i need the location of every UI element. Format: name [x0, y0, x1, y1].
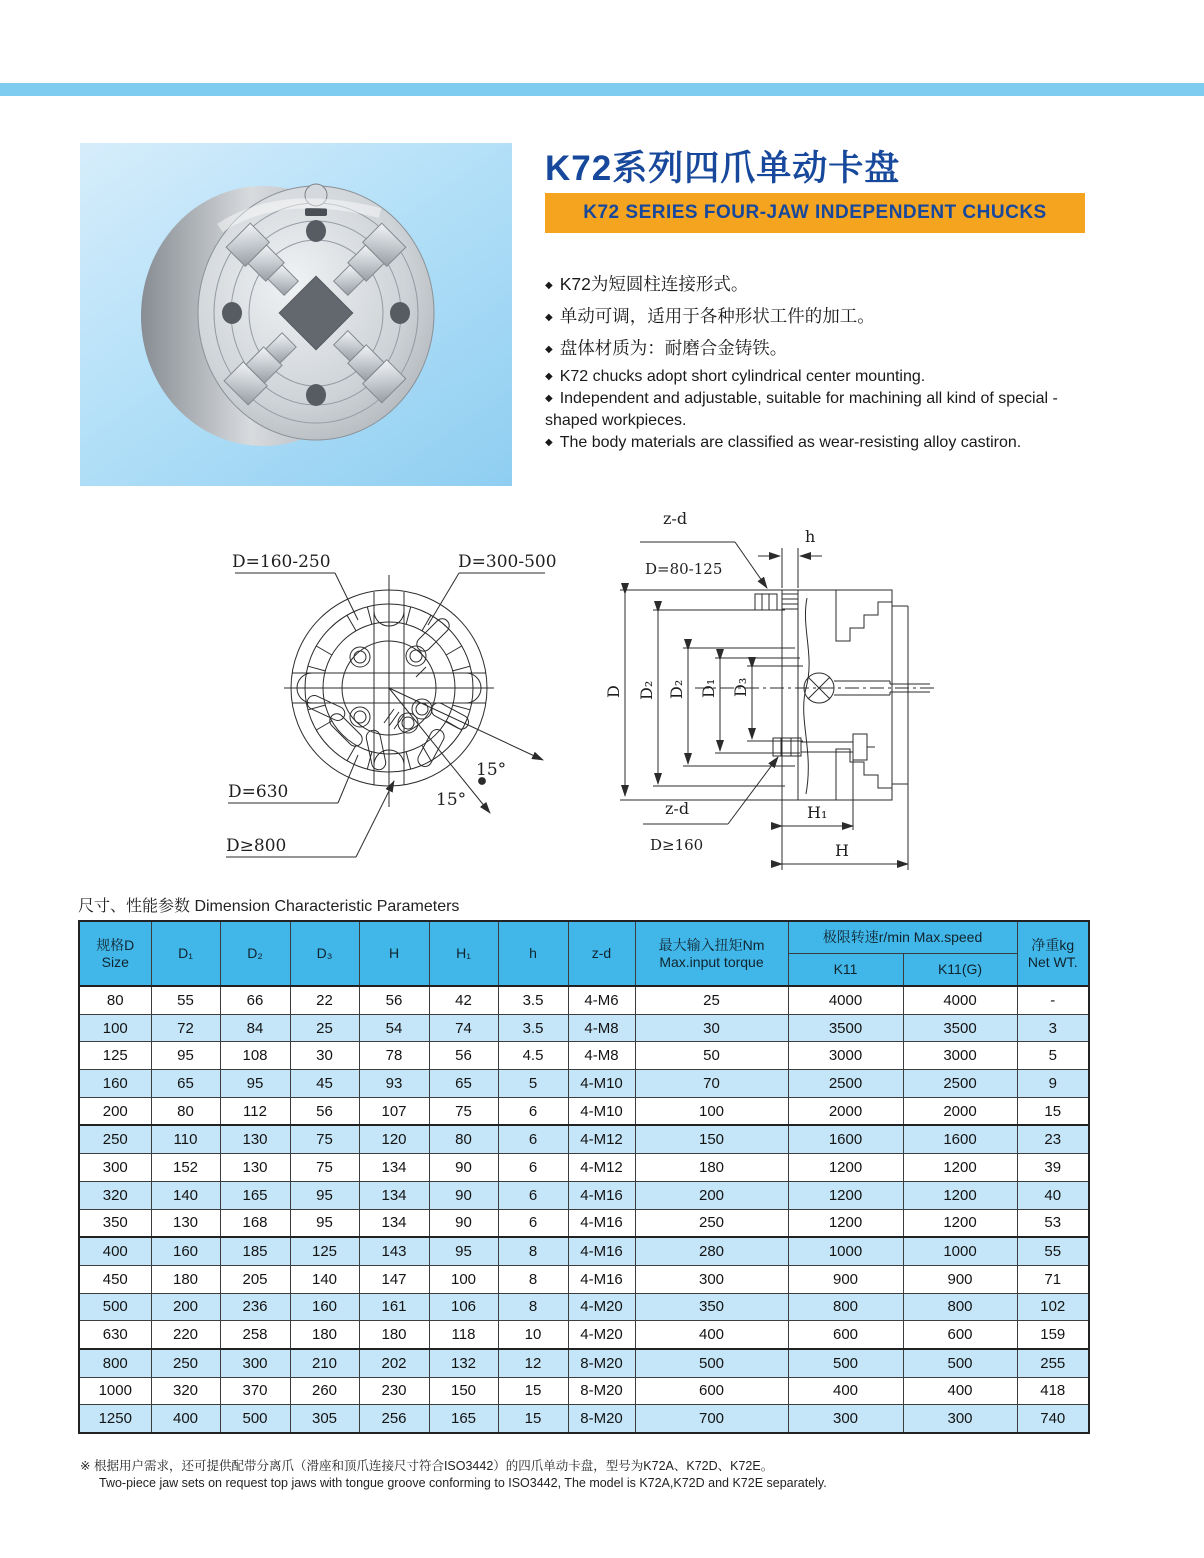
screw-holes: [350, 646, 432, 733]
label-dim-d: D: [604, 685, 623, 698]
table-cell: 150: [635, 1125, 788, 1153]
table-row: [79, 1293, 1089, 1321]
table-cell: 900: [903, 1265, 1017, 1293]
table-cell: 740: [1017, 1405, 1089, 1433]
col-header-d1: D₁: [151, 921, 220, 986]
col-header-d3: D₃: [290, 921, 359, 986]
table-cell: 400: [151, 1405, 220, 1433]
col-header-k11: K11: [788, 954, 903, 987]
spec-table: [78, 920, 1090, 1434]
label-d300-500: D=300-500: [458, 552, 557, 572]
table-cell: 220: [151, 1321, 220, 1349]
table-cell: 800: [903, 1293, 1017, 1321]
table-row: [79, 1377, 1089, 1405]
table-cell: 4.5: [498, 1042, 568, 1070]
table-row: [79, 1237, 1089, 1265]
table-cell: 56: [290, 1097, 359, 1125]
table-cell: 22: [290, 986, 359, 1014]
table-cell: 130: [220, 1125, 290, 1153]
table-cell: 108: [220, 1042, 290, 1070]
table-cell: 9: [1017, 1070, 1089, 1098]
table-cell: 400: [79, 1237, 151, 1265]
table-row: [79, 1321, 1089, 1349]
table-cell: 80: [151, 1097, 220, 1125]
footnote-en: Two-piece jaw sets on request top jaws with tongue groove conforming to ISO3442, The model is K72A,K72D and K72E separately.: [99, 1475, 827, 1490]
bullet-text: K72 chucks adopt short cylindrical center mounting.: [559, 368, 926, 385]
table-cell: 25: [635, 986, 788, 1014]
table-cell: 1200: [903, 1209, 1017, 1237]
table-cell: 3000: [788, 1042, 903, 1070]
table-cell: 3: [1017, 1014, 1089, 1042]
table-cell: 300: [79, 1154, 151, 1182]
table-cell: 300: [903, 1405, 1017, 1433]
table-cell: 95: [151, 1042, 220, 1070]
table-cell: 256: [359, 1405, 429, 1433]
chuck-photo-art: [80, 143, 512, 486]
table-cell: 180: [151, 1265, 220, 1293]
table-cell: 152: [151, 1154, 220, 1182]
table-cell: 1200: [788, 1154, 903, 1182]
table-cell: 250: [79, 1125, 151, 1153]
label-h-total: H: [835, 841, 849, 860]
table-cell: 168: [220, 1209, 290, 1237]
label-zd-bottom: z-d: [665, 799, 690, 818]
table-cell: 3500: [903, 1014, 1017, 1042]
table-cell: 1200: [788, 1181, 903, 1209]
table-cell: 71: [1017, 1265, 1089, 1293]
table-cell: 400: [903, 1377, 1017, 1405]
table-cell: 300: [635, 1265, 788, 1293]
label-dim-d3: D₃: [731, 677, 750, 697]
col-header-zd: z-d: [568, 921, 635, 986]
table-cell: 55: [1017, 1237, 1089, 1265]
table-cell: 8: [498, 1265, 568, 1293]
table-cell: 800: [788, 1293, 903, 1321]
table-cell: 400: [788, 1377, 903, 1405]
table-cell: 106: [429, 1293, 498, 1321]
table-row: [79, 1154, 1089, 1182]
table-cell: 95: [429, 1237, 498, 1265]
label-d630: D=630: [228, 782, 289, 802]
label-zd-top: z-d: [663, 509, 688, 528]
table-cell: 95: [290, 1181, 359, 1209]
table-cell: 65: [429, 1070, 498, 1098]
table-cell: 1250: [79, 1405, 151, 1433]
table-cell: 630: [79, 1321, 151, 1349]
table-cell: 160: [79, 1070, 151, 1098]
table-cell: 900: [788, 1265, 903, 1293]
label-angle-b: 15°: [436, 790, 467, 810]
table-cell: 40: [1017, 1181, 1089, 1209]
table-cell: 6: [498, 1125, 568, 1153]
label-h1: H₁: [807, 803, 828, 822]
table-row: [79, 1349, 1089, 1377]
table-cell: 180: [635, 1154, 788, 1182]
table-cell: 500: [788, 1349, 903, 1377]
col-header-torque-en: Max.input torque: [659, 953, 764, 970]
table-cell: 75: [290, 1125, 359, 1153]
table-cell: 4-M6: [568, 986, 635, 1014]
table-cell: 400: [635, 1321, 788, 1349]
table-cell: 125: [79, 1042, 151, 1070]
table-cell: 102: [1017, 1293, 1089, 1321]
table-cell: 159: [1017, 1321, 1089, 1349]
table-cell: 165: [220, 1181, 290, 1209]
table-cell: 95: [220, 1070, 290, 1098]
front-view-drawing: [188, 515, 593, 883]
table-cell: 25: [290, 1014, 359, 1042]
table-cell: 600: [635, 1377, 788, 1405]
table-row: [79, 1097, 1089, 1125]
table-cell: 107: [359, 1097, 429, 1125]
table-cell: 4-M12: [568, 1125, 635, 1153]
table-cell: 250: [151, 1349, 220, 1377]
series-banner: K72 SERIES FOUR-JAW INDEPENDENT CHUCKS: [545, 193, 1085, 233]
bullet-text: 盘体材质为：耐磨合金铸铁。: [559, 338, 788, 358]
table-cell: 110: [151, 1125, 220, 1153]
table-cell: 112: [220, 1097, 290, 1125]
col-header-size-en: Size: [101, 953, 129, 970]
col-header-torque: [635, 921, 788, 986]
table-cell: 30: [635, 1014, 788, 1042]
table-cell: 30: [290, 1042, 359, 1070]
table-cell: 200: [635, 1181, 788, 1209]
table-cell: 6: [498, 1097, 568, 1125]
table-row: [79, 986, 1089, 1014]
col-header-k11g: K11(G): [903, 954, 1017, 987]
table-cell: 258: [220, 1321, 290, 1349]
table-cell: 45: [290, 1070, 359, 1098]
label-dim-d2b: D₂: [667, 679, 686, 699]
table-cell: 150: [429, 1377, 498, 1405]
table-cell: 320: [151, 1377, 220, 1405]
table-cell: 8-M20: [568, 1349, 635, 1377]
table-cell: 39: [1017, 1154, 1089, 1182]
table-cell: 72: [151, 1014, 220, 1042]
table-cell: 132: [429, 1349, 498, 1377]
col-header-weight: [1017, 921, 1089, 986]
table-cell: 55: [151, 986, 220, 1014]
list-item: [545, 432, 1101, 454]
table-cell: 300: [788, 1405, 903, 1433]
table-cell: 15: [498, 1405, 568, 1433]
table-cell: 2000: [788, 1097, 903, 1125]
diamond-bullet-icon: ◆: [545, 312, 553, 323]
table-cell: 4-M16: [568, 1237, 635, 1265]
diamond-bullet-icon: ◆: [545, 437, 553, 448]
table-cell: 700: [635, 1405, 788, 1433]
table-cell: 3.5: [498, 986, 568, 1014]
table-cell: 2500: [788, 1070, 903, 1098]
table-cell: 5: [1017, 1042, 1089, 1070]
table-cell: 8: [498, 1293, 568, 1321]
table-cell: 12: [498, 1349, 568, 1377]
table-row: [79, 1070, 1089, 1098]
table-cell: 100: [635, 1097, 788, 1125]
page-title: K72系列四爪单动卡盘: [545, 149, 901, 188]
table-cell: 70: [635, 1070, 788, 1098]
col-header-size-cn: 规格D: [96, 936, 135, 953]
table-cell: 120: [359, 1125, 429, 1153]
table-cell: 350: [79, 1209, 151, 1237]
table-cell: 6: [498, 1154, 568, 1182]
col-header-h-small: h: [498, 921, 568, 986]
label-h-small: h: [805, 527, 816, 546]
col-header-h1: H₁: [429, 921, 498, 986]
table-cell: 418: [1017, 1377, 1089, 1405]
label-d800: D≥800: [226, 836, 287, 856]
table-cell: 84: [220, 1014, 290, 1042]
table-cell: 42: [429, 986, 498, 1014]
table-cell: 2500: [903, 1070, 1017, 1098]
table-cell: 118: [429, 1321, 498, 1349]
list-item: [545, 301, 1105, 333]
table-cell: 1600: [788, 1125, 903, 1153]
label-d160: D≥160: [650, 836, 704, 854]
list-item: [545, 388, 1101, 432]
label-d80-125: D=80-125: [645, 560, 723, 578]
table-cell: 185: [220, 1237, 290, 1265]
table-title: 尺寸、性能参数 Dimension Characteristic Parameters: [78, 898, 460, 915]
col-header-weight-en: Net WT.: [1027, 953, 1078, 970]
table-cell: 75: [429, 1097, 498, 1125]
table-cell: 4000: [788, 986, 903, 1014]
table-cell: 140: [151, 1181, 220, 1209]
table-cell: 90: [429, 1181, 498, 1209]
table-cell: 4-M8: [568, 1042, 635, 1070]
col-header-speed: 极限转速r/min Max.speed: [788, 921, 1017, 954]
table-cell: 4-M10: [568, 1070, 635, 1098]
table-cell: 165: [429, 1405, 498, 1433]
label-dim-d2a: D₂: [637, 680, 656, 700]
table-cell: 4-M16: [568, 1265, 635, 1293]
table-cell: 180: [290, 1321, 359, 1349]
table-cell: 130: [220, 1154, 290, 1182]
table-cell: 200: [79, 1097, 151, 1125]
table-cell: 1000: [79, 1377, 151, 1405]
table-cell: 160: [151, 1237, 220, 1265]
table-row: [79, 1405, 1089, 1433]
table-cell: 8: [498, 1237, 568, 1265]
table-cell: 134: [359, 1209, 429, 1237]
col-header-weight-cn: 净重kg: [1031, 936, 1075, 953]
list-item: [545, 366, 1101, 388]
table-cell: 450: [79, 1265, 151, 1293]
bullet-text: K72为短圆柱连接形式。: [559, 274, 749, 294]
table-cell: 6: [498, 1181, 568, 1209]
table-cell: 4-M16: [568, 1181, 635, 1209]
table-cell: 90: [429, 1154, 498, 1182]
footnote-cn: ※ 根据用户需求，还可提供配带分离爪（滑座和顶爪连接尺寸符合ISO3442）的四爪单动卡盘，型号为K72A、K72D、K72E。: [80, 1459, 774, 1473]
table-cell: 66: [220, 986, 290, 1014]
table-cell: 600: [788, 1321, 903, 1349]
table-cell: 1200: [903, 1154, 1017, 1182]
label-dim-d1: D₁: [699, 678, 718, 698]
table-cell: 180: [359, 1321, 429, 1349]
list-item: [545, 269, 1105, 301]
table-cell: 90: [429, 1209, 498, 1237]
table-cell: 161: [359, 1293, 429, 1321]
section-view-drawing: [595, 498, 1015, 893]
table-cell: 200: [151, 1293, 220, 1321]
table-cell: 500: [635, 1349, 788, 1377]
spec-table-body: [79, 986, 1089, 1433]
table-cell: 500: [79, 1293, 151, 1321]
table-cell: 140: [290, 1265, 359, 1293]
table-cell: 255: [1017, 1349, 1089, 1377]
table-cell: 80: [79, 986, 151, 1014]
table-cell: 78: [359, 1042, 429, 1070]
table-cell: 250: [635, 1209, 788, 1237]
table-cell: 65: [151, 1070, 220, 1098]
table-cell: 1000: [788, 1237, 903, 1265]
table-cell: 3500: [788, 1014, 903, 1042]
table-cell: -: [1017, 986, 1089, 1014]
product-photo: [80, 143, 512, 486]
table-row: [79, 1125, 1089, 1153]
table-cell: 93: [359, 1070, 429, 1098]
footnotes: [80, 1458, 1140, 1491]
table-row: [79, 1209, 1089, 1237]
table-cell: 6: [498, 1209, 568, 1237]
spec-table-header: [79, 921, 1089, 986]
table-cell: 134: [359, 1181, 429, 1209]
table-cell: 95: [290, 1209, 359, 1237]
table-cell: 600: [903, 1321, 1017, 1349]
table-cell: 4-M12: [568, 1154, 635, 1182]
table-cell: 1600: [903, 1125, 1017, 1153]
table-cell: 53: [1017, 1209, 1089, 1237]
label-d160-250: D=160-250: [232, 552, 331, 572]
table-cell: 15: [498, 1377, 568, 1405]
table-cell: 143: [359, 1237, 429, 1265]
col-header-size: [79, 921, 151, 986]
table-cell: 74: [429, 1014, 498, 1042]
table-cell: 125: [290, 1237, 359, 1265]
diamond-bullet-icon: ◆: [545, 371, 553, 382]
label-angle-a: 15°: [476, 760, 507, 780]
table-cell: 4-M10: [568, 1097, 635, 1125]
table-cell: 205: [220, 1265, 290, 1293]
diamond-bullet-icon: ◆: [545, 393, 553, 404]
table-cell: 305: [290, 1405, 359, 1433]
table-cell: 23: [1017, 1125, 1089, 1153]
table-cell: 130: [151, 1209, 220, 1237]
col-header-torque-cn: 最大输入扭矩Nm: [658, 936, 765, 953]
table-cell: 134: [359, 1154, 429, 1182]
table-row: [79, 1014, 1089, 1042]
table-cell: 5: [498, 1070, 568, 1098]
table-cell: 370: [220, 1377, 290, 1405]
table-cell: 160: [290, 1293, 359, 1321]
table-cell: 350: [635, 1293, 788, 1321]
diamond-bullet-icon: ◆: [545, 344, 553, 355]
table-cell: 4-M20: [568, 1321, 635, 1349]
bullet-list-en: [545, 366, 1101, 454]
top-accent-bar: [0, 83, 1204, 96]
table-cell: 500: [903, 1349, 1017, 1377]
table-row: [79, 1265, 1089, 1293]
list-item: [545, 333, 1105, 365]
table-cell: 260: [290, 1377, 359, 1405]
table-cell: 202: [359, 1349, 429, 1377]
table-cell: 80: [429, 1125, 498, 1153]
bullet-text: 单动可调，适用于各种形状工件的加工。: [559, 306, 875, 326]
table-cell: 1200: [903, 1181, 1017, 1209]
table-cell: 147: [359, 1265, 429, 1293]
table-cell: 50: [635, 1042, 788, 1070]
table-cell: 4-M20: [568, 1293, 635, 1321]
bullet-text: Independent and adjustable, suitable for machining all kind of special -shaped workpieces.: [545, 390, 1058, 429]
table-cell: 4-M16: [568, 1209, 635, 1237]
table-cell: 1000: [903, 1237, 1017, 1265]
table-cell: 75: [290, 1154, 359, 1182]
table-cell: 100: [429, 1265, 498, 1293]
table-cell: 4000: [903, 986, 1017, 1014]
bullet-text: The body materials are classified as wear-resisting alloy castiron.: [559, 434, 1022, 451]
table-cell: 54: [359, 1014, 429, 1042]
table-cell: 1200: [788, 1209, 903, 1237]
table-cell: 56: [359, 986, 429, 1014]
table-row: [79, 1181, 1089, 1209]
table-cell: 320: [79, 1181, 151, 1209]
table-cell: 230: [359, 1377, 429, 1405]
table-cell: 500: [220, 1405, 290, 1433]
table-cell: 100: [79, 1014, 151, 1042]
table-cell: 8-M20: [568, 1377, 635, 1405]
table-cell: 2000: [903, 1097, 1017, 1125]
table-cell: 8-M20: [568, 1405, 635, 1433]
col-header-h: H: [359, 921, 429, 986]
table-cell: 800: [79, 1349, 151, 1377]
table-cell: 3000: [903, 1042, 1017, 1070]
table-row: [79, 1042, 1089, 1070]
diamond-bullet-icon: ◆: [545, 280, 553, 291]
table-cell: 56: [429, 1042, 498, 1070]
table-cell: 210: [290, 1349, 359, 1377]
table-cell: 4-M8: [568, 1014, 635, 1042]
table-cell: 236: [220, 1293, 290, 1321]
table-cell: 10: [498, 1321, 568, 1349]
table-cell: 15: [1017, 1097, 1089, 1125]
table-cell: 300: [220, 1349, 290, 1377]
col-header-d2: D₂: [220, 921, 290, 986]
bullet-list-cn: [545, 269, 1105, 365]
table-cell: 3.5: [498, 1014, 568, 1042]
table-cell: 280: [635, 1237, 788, 1265]
